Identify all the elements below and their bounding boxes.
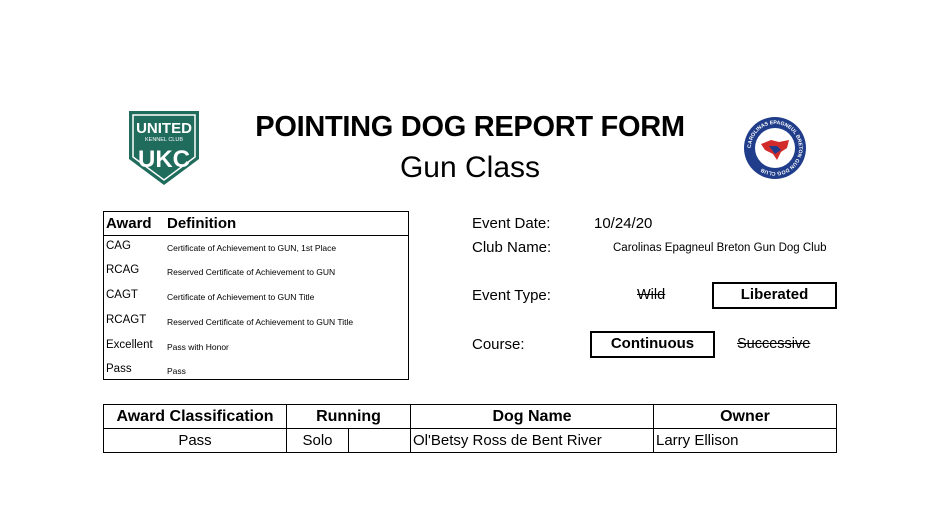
award-classification-header: Award Classification	[104, 405, 287, 429]
award-classification-cell: Pass	[104, 429, 287, 453]
club-name-label: Club Name:	[472, 239, 552, 256]
ukc-logo-bottom-text: UKC	[138, 146, 190, 173]
page-title: POINTING DOG REPORT FORM	[255, 111, 685, 143]
ukc-logo-top-text: UNITED	[136, 120, 192, 137]
club-seal-ring-text: CAROLINAS EPAGNEUL BRETON GUN DOG CLUB	[746, 119, 804, 177]
results-table	[103, 404, 837, 453]
owner-header: Owner	[654, 405, 837, 429]
dog-name-cell: Ol'Betsy Ross de Bent River	[411, 429, 654, 453]
event-date-value: 10/24/20	[594, 215, 653, 232]
definition-row	[104, 336, 408, 360]
table-row	[104, 429, 837, 453]
event-type-label: Event Type:	[472, 287, 551, 304]
award-definition: Pass	[167, 366, 186, 376]
definition-row	[104, 311, 408, 335]
page-subtitle: Gun Class	[399, 151, 541, 184]
award-definition: Certificate of Achievement to GUN Title	[167, 292, 315, 302]
definition-row	[104, 286, 408, 310]
club-seal-logo	[741, 116, 809, 180]
award-code: RCAGT	[106, 314, 147, 326]
award-code: RCAG	[106, 264, 140, 276]
results-header-row	[104, 405, 837, 429]
award-definitions-table	[103, 211, 409, 380]
definitions-header	[104, 212, 408, 236]
event-date-label: Event Date:	[472, 215, 551, 232]
award-column-header: Award	[106, 215, 152, 232]
definition-column-header: Definition	[167, 215, 237, 232]
definition-row	[104, 237, 408, 261]
award-definition: Certificate of Achievement to GUN, 1st Place	[167, 243, 337, 253]
running-header: Running	[287, 405, 411, 429]
award-definition: Reserved Certificate of Achievement to GUN	[167, 267, 336, 277]
owner-cell: Larry Ellison	[654, 429, 837, 453]
definition-row	[104, 360, 408, 384]
award-definition: Pass with Honor	[167, 342, 229, 352]
running-cell: Solo	[287, 429, 349, 453]
course-selected-box: Continuous	[590, 331, 715, 358]
event-type-selected-box: Liberated	[712, 282, 837, 309]
dog-name-header: Dog Name	[411, 405, 654, 429]
award-code: CAGT	[106, 289, 138, 301]
award-code: CAG	[106, 240, 131, 252]
definition-row	[104, 261, 408, 285]
event-type-wild-struck: Wild	[637, 287, 666, 303]
award-code: Pass	[106, 363, 132, 375]
running-extra-cell	[349, 429, 411, 453]
ukc-logo-middle-text: KENNEL CLUB	[144, 137, 184, 143]
award-definition: Reserved Certificate of Achievement to GUN Title	[167, 317, 354, 327]
award-code: Excellent	[106, 339, 153, 351]
course-label: Course:	[472, 336, 525, 353]
course-successive-struck: Successive	[737, 336, 811, 352]
club-name-value: Carolinas Epagneul Breton Gun Dog Club	[613, 242, 827, 254]
